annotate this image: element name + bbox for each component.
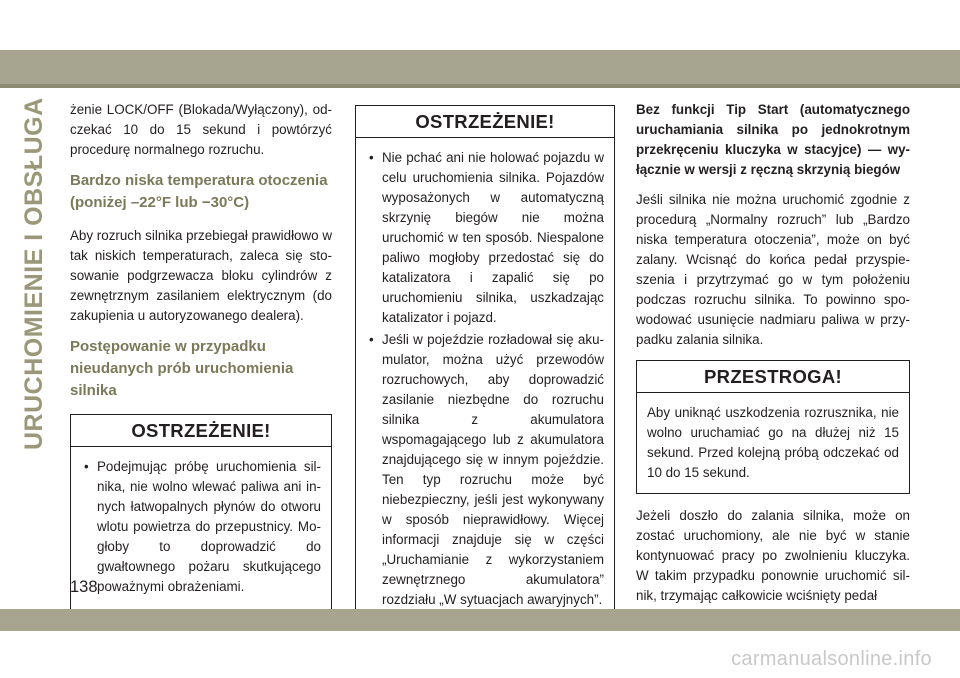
warning-box-towing [355,105,615,625]
flooded-restart-paragraph: Jeżeli doszło do zalania silnika, może on zostać uruchomiony, ale nie być w stanie kontynuować pracy po zwolnieniu kluczyka. W takim przypadku ponownie uruchomić silnik, trzymając całkowicie wciśnięty pedał [636,508,910,603]
cold-temperature-paragraph: Aby rozruch silnika przebiegał prawidłowo w tak niskich temperaturach, zaleca się stosowanie podgrzewacza bloku cylindrów z zewnętrznym zasilaniem elektrycznym (do zakupienia u autoryzowanego dealera). [70,228,332,323]
bullet-icon: • [369,150,374,165]
watermark-footer: carmanualsonline.info [731,648,932,670]
warning-title: OSTRZEŻENIE! [356,106,614,138]
warning-item: • Podejmując próbę uruchomienia silnika, nie wolno wlewać paliwa ani innych łatwopalnych płynów do otworu wlotu powietrza do przepustnicy. Mogłoby to doprowadzić do gwałtownego pożaru skutkującego poważnymi obrażeniami. [84,459,321,594]
bullet-icon: • [369,332,374,347]
heading-failed-start: Postępowanie w przypadku nieudanych prób uruchomienia silnika [70,338,294,399]
warning-title: OSTRZEŻENIE! [71,415,331,447]
header-band [0,50,960,84]
caution-box [636,360,910,494]
column-left [70,100,332,612]
caution-text: Aby uniknąć uszkodzenia rozrusznika, nie wolno uruchamiać go na dłużej niż 15 sekund. Przed kolejną próbą odczekać od 10 do 15 sekund. [647,405,899,480]
tip-start-heading: Bez funkcji Tip Start (automatycznego uruchamiania silnika po jednokrotnym przekręceniu kluczyka w stacyjce) — wyłącznie w wersji z ręczną skrzynią biegów [636,102,910,177]
warning-box-fuel [70,414,332,612]
side-tab-label: URUCHOMIENIE I OBSŁUGA [20,97,48,450]
header-rule [0,84,960,88]
heading-cold-temperature: Bardzo niska temperatura otoczenia (poniżej –22°F lub −30°C) [70,172,328,211]
page-number: 138 [70,578,98,596]
intro-paragraph: żenie LOCK/OFF (Blokada/Wyłączony), odczekać 10 do 15 sekund i powtórzyć procedurę normalnego rozruchu. [70,102,332,157]
caution-title: PRZESTROGA! [637,361,909,393]
section-side-tab [18,97,50,450]
column-middle [355,100,615,625]
warning-item: • Jeśli w pojeździe rozładował się akumulator, można użyć przewodów rozruchowych, aby doprowadzić zasilanie niezbędne do rozruchu silnika z akumulatora wspomagającego lub z akumulatora znajdującego się w innym pojeździe. Ten typ rozruchu może być niebezpieczny, jeśli jest wykonywany w sposób nieprawidłowy. Więcej informacji znajduje się w części „Uruchamianie z wykorzystaniem zewnętrznego akumulatora” rozdziału „W sytuacjach awaryjnych”. [369,332,604,607]
warning-item: • Nie pchać ani nie holować pojazdu w celu uruchomienia silnika. Pojazdów wyposażonych w automatyczną skrzynię biegów nie można uruchomić w ten sposób. Niespalone paliwo mogłoby przedostać się do katalizatora i zapalić się po uruchomieniu silnika, uszkadzając katalizator i pojazd. [369,150,604,325]
bullet-icon: • [84,459,89,474]
footer-band [0,609,960,631]
column-right [636,100,910,616]
flooded-engine-paragraph: Jeśli silnika nie można uruchomić zgodnie z procedurą „Normalny rozruch” lub „Bardzo niska temperatura otoczenia”, może on być zalany. Wcisnąć do końca pedał przyspieszenia i przytrzymać go w tym położeniu podczas rozruchu silnika. To powinno spowodować usunięcie nadmiaru paliwa w przypadku zalania silnika. [636,192,910,347]
